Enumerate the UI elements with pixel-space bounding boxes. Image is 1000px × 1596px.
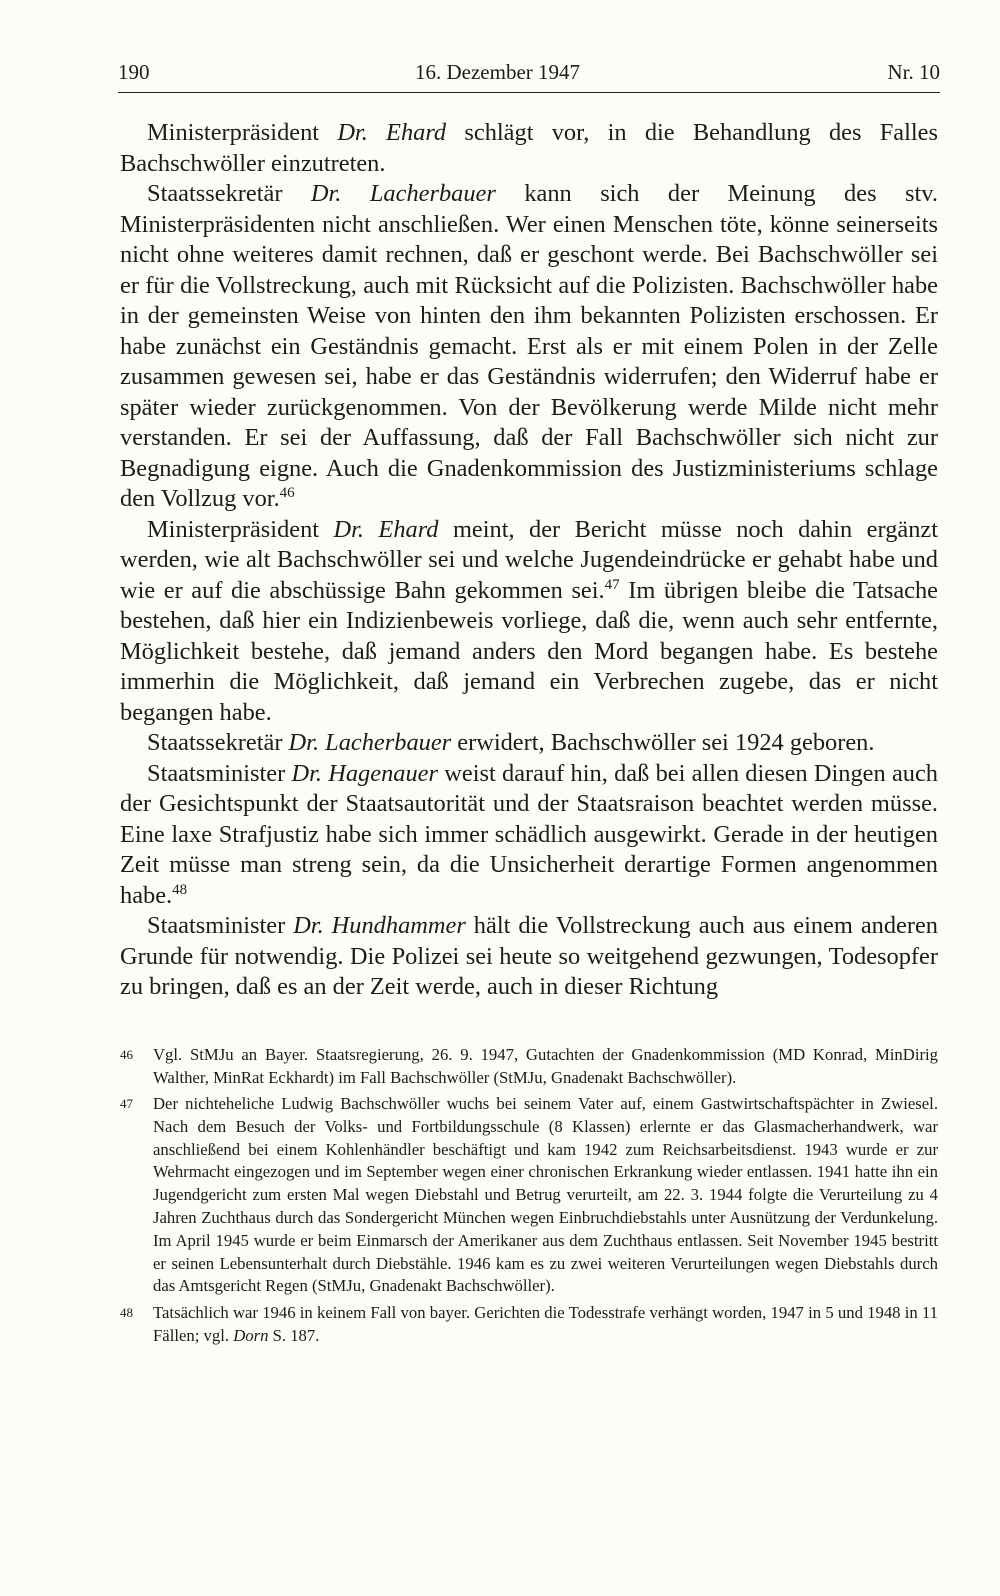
speaker-title: Staatsminister (147, 912, 294, 939)
page-number: 190 (118, 60, 150, 84)
footnote-ref: 46 (279, 485, 295, 501)
footnote-text-tail: S. 187. (268, 1325, 320, 1345)
paragraph-text-continued: Im übrigen bleibe die Tatsache bestehen, daß hier ein Indizienbeweis vorliege, daß die, wenn auch sehr entfernte, Möglichkeit bestehe, daß jemand anders den Mord begangen habe. Es bestehe immerhin die Möglichkeit, daß jemand ein Verbrechen zugebe, das er nicht begangen habe. (120, 576, 938, 726)
paragraph (120, 118, 938, 179)
speaker-name: Dr. Ehard (337, 119, 447, 146)
paragraph-text: hält die Vollstreckung auch aus einem anderen Grunde für notwendig. Die Polizei sei heute so weitgehend gezwungen, Todesopfer zu bringen, daß es an der Zeit werde, auch in dieser Richtung (120, 912, 939, 1000)
speaker-title: Staatsminister (147, 759, 292, 787)
paragraph-text: weist darauf hin, daß bei allen diesen Dingen auch der Gesichtspunkt der Staatsautorität und der Staatsraison beachtet werden müsse. Eine laxe Strafjustiz habe sich immer schädlich ausgewirkt. Gerade in der heutigen Zeit müsse man streng sein, da die Unsicherheit derartige Formen angenommen habe. (120, 759, 939, 909)
footnote-text: Tatsächlich war 1946 in keinem Fall von bayer. Gerichten die Todesstrafe verhängt worden, 1947 in 5 und 1948 in 11 Fällen; vgl. (153, 1302, 938, 1345)
footnote-number: 47 (120, 1096, 133, 1112)
header-number: Nr. 10 (887, 60, 940, 84)
paragraph (120, 728, 938, 759)
paragraph-text: schlägt vor, in die Behandlung des Falles Bachschwöller einzutreten. (120, 119, 939, 177)
header-date: 16. Dezember 1947 (415, 60, 581, 84)
footnote-text: Der nichteheliche Ludwig Bachschwöller wuchs bei seinem Vater auf, einem Gastwirtschaftspächter in Zwiesel. Nach dem Besuch der Volks- und Fortbildungsschule (8 Klassen) erlernte er das Glasmacherhandwerk, war anschließend bei einem Kohlenhändler beschäftigt und kam 1942 zum Reichsarbeitsdienst. 1943 wurde er zur Wehrmacht eingezogen und im September wegen einer chronischen Erkrankung wieder entlassen. 1941 hatte ihn ein Jugendgericht zum ersten Mal wegen Diebstahl und Betrug verurteilt, am 22. 3. 1944 folgte die Verurteilung zu 4 Jahren Zuchthaus durch das Sondergericht München wegen Einbruchdiebstahls unter Ausnützung der Verdunkelung. Im April 1945 wurde er beim Einmarsch der Amerikaner aus dem Zuchthaus entlassen. Seit November 1945 bestritt er seinen Lebensunterhalt durch Diebstähle. 1946 kam es zu zwei weiteren Verurteilungen wegen Diebstahls durch das Amtsgericht Regen (StMJu, Gnadenakt Bachschwöller). (153, 1094, 938, 1296)
speaker-title: Ministerpräsident (147, 119, 338, 146)
speaker-name: Dr. Hundhammer (293, 912, 466, 939)
paragraph-text: erwidert, Bachschwöller sei 1924 geboren. (451, 729, 875, 756)
speaker-name: Dr. Ehard (333, 515, 439, 543)
paragraph-text: meint, der Bericht müsse noch dahin ergänzt werden, wie alt Bachschwöller sei und welche Jugendeindrücke er gehabt habe und wie er auf die abschüssige Bahn gekommen sei. (120, 515, 939, 604)
paragraph (120, 759, 938, 912)
page-header (118, 56, 940, 93)
footnote-number: 48 (120, 1304, 133, 1320)
footnote-text: Vgl. StMJu an Bayer. Staatsregierung, 26. 9. 1947, Gutachten der Gnadenkommission (MD Konrad, MinDirig Walther, MinRat Eckhardt) im Fall Bachschwöller (StMJu, Gnadenakt Bachschwöller). (153, 1045, 938, 1087)
protocol-text (120, 118, 938, 1003)
speaker-title: Staatssekretär (147, 729, 289, 756)
paragraph (120, 911, 938, 1003)
footnote-ref: 47 (604, 576, 620, 593)
speaker-title: Ministerpräsident (147, 515, 334, 543)
footnote (120, 1093, 938, 1298)
footnotes (120, 1044, 938, 1351)
footnote (120, 1044, 938, 1090)
speaker-name: Dr. Lacherbauer (288, 729, 452, 756)
paragraph (120, 179, 938, 515)
paragraph (120, 515, 938, 729)
speaker-title: Staatssekretär (147, 180, 311, 207)
cited-author: Dorn (233, 1325, 269, 1345)
footnote-ref: 48 (172, 881, 188, 898)
speaker-name: Dr. Hagenauer (291, 759, 438, 787)
speaker-name: Dr. Lacherbauer (310, 180, 496, 207)
footnote-number: 46 (120, 1047, 133, 1062)
footnote (120, 1302, 938, 1348)
paragraph-text: kann sich der Meinung des stv. Ministerpräsidenten nicht anschließen. Wer einen Menschen töte, könne seinerseits nicht ohne weiteres damit rechnen, daß er geschont werde. Bei Bachschwöller sei er für die Vollstreckung, auch mit Rücksicht auf die Polizisten. Bachschwöller habe in der gemeinsten Weise von hinten den ihm bekannten Polizisten erschossen. Er habe zunächst ein Geständnis gemacht. Erst als er mit einem Polen in der Zelle zusammen gewesen sei, habe er das Geständnis widerrufen; den Widerruf habe er später wieder zurückgenommen. Von der Bevölkerung werde Milde nicht mehr verstanden. Er sei der Auffassung, daß der Fall Bachschwöller sich nicht zur Begnadigung eigne. Auch die Gnadenkommission des Justizministeriums schlage den Vollzug vor. (120, 180, 938, 512)
